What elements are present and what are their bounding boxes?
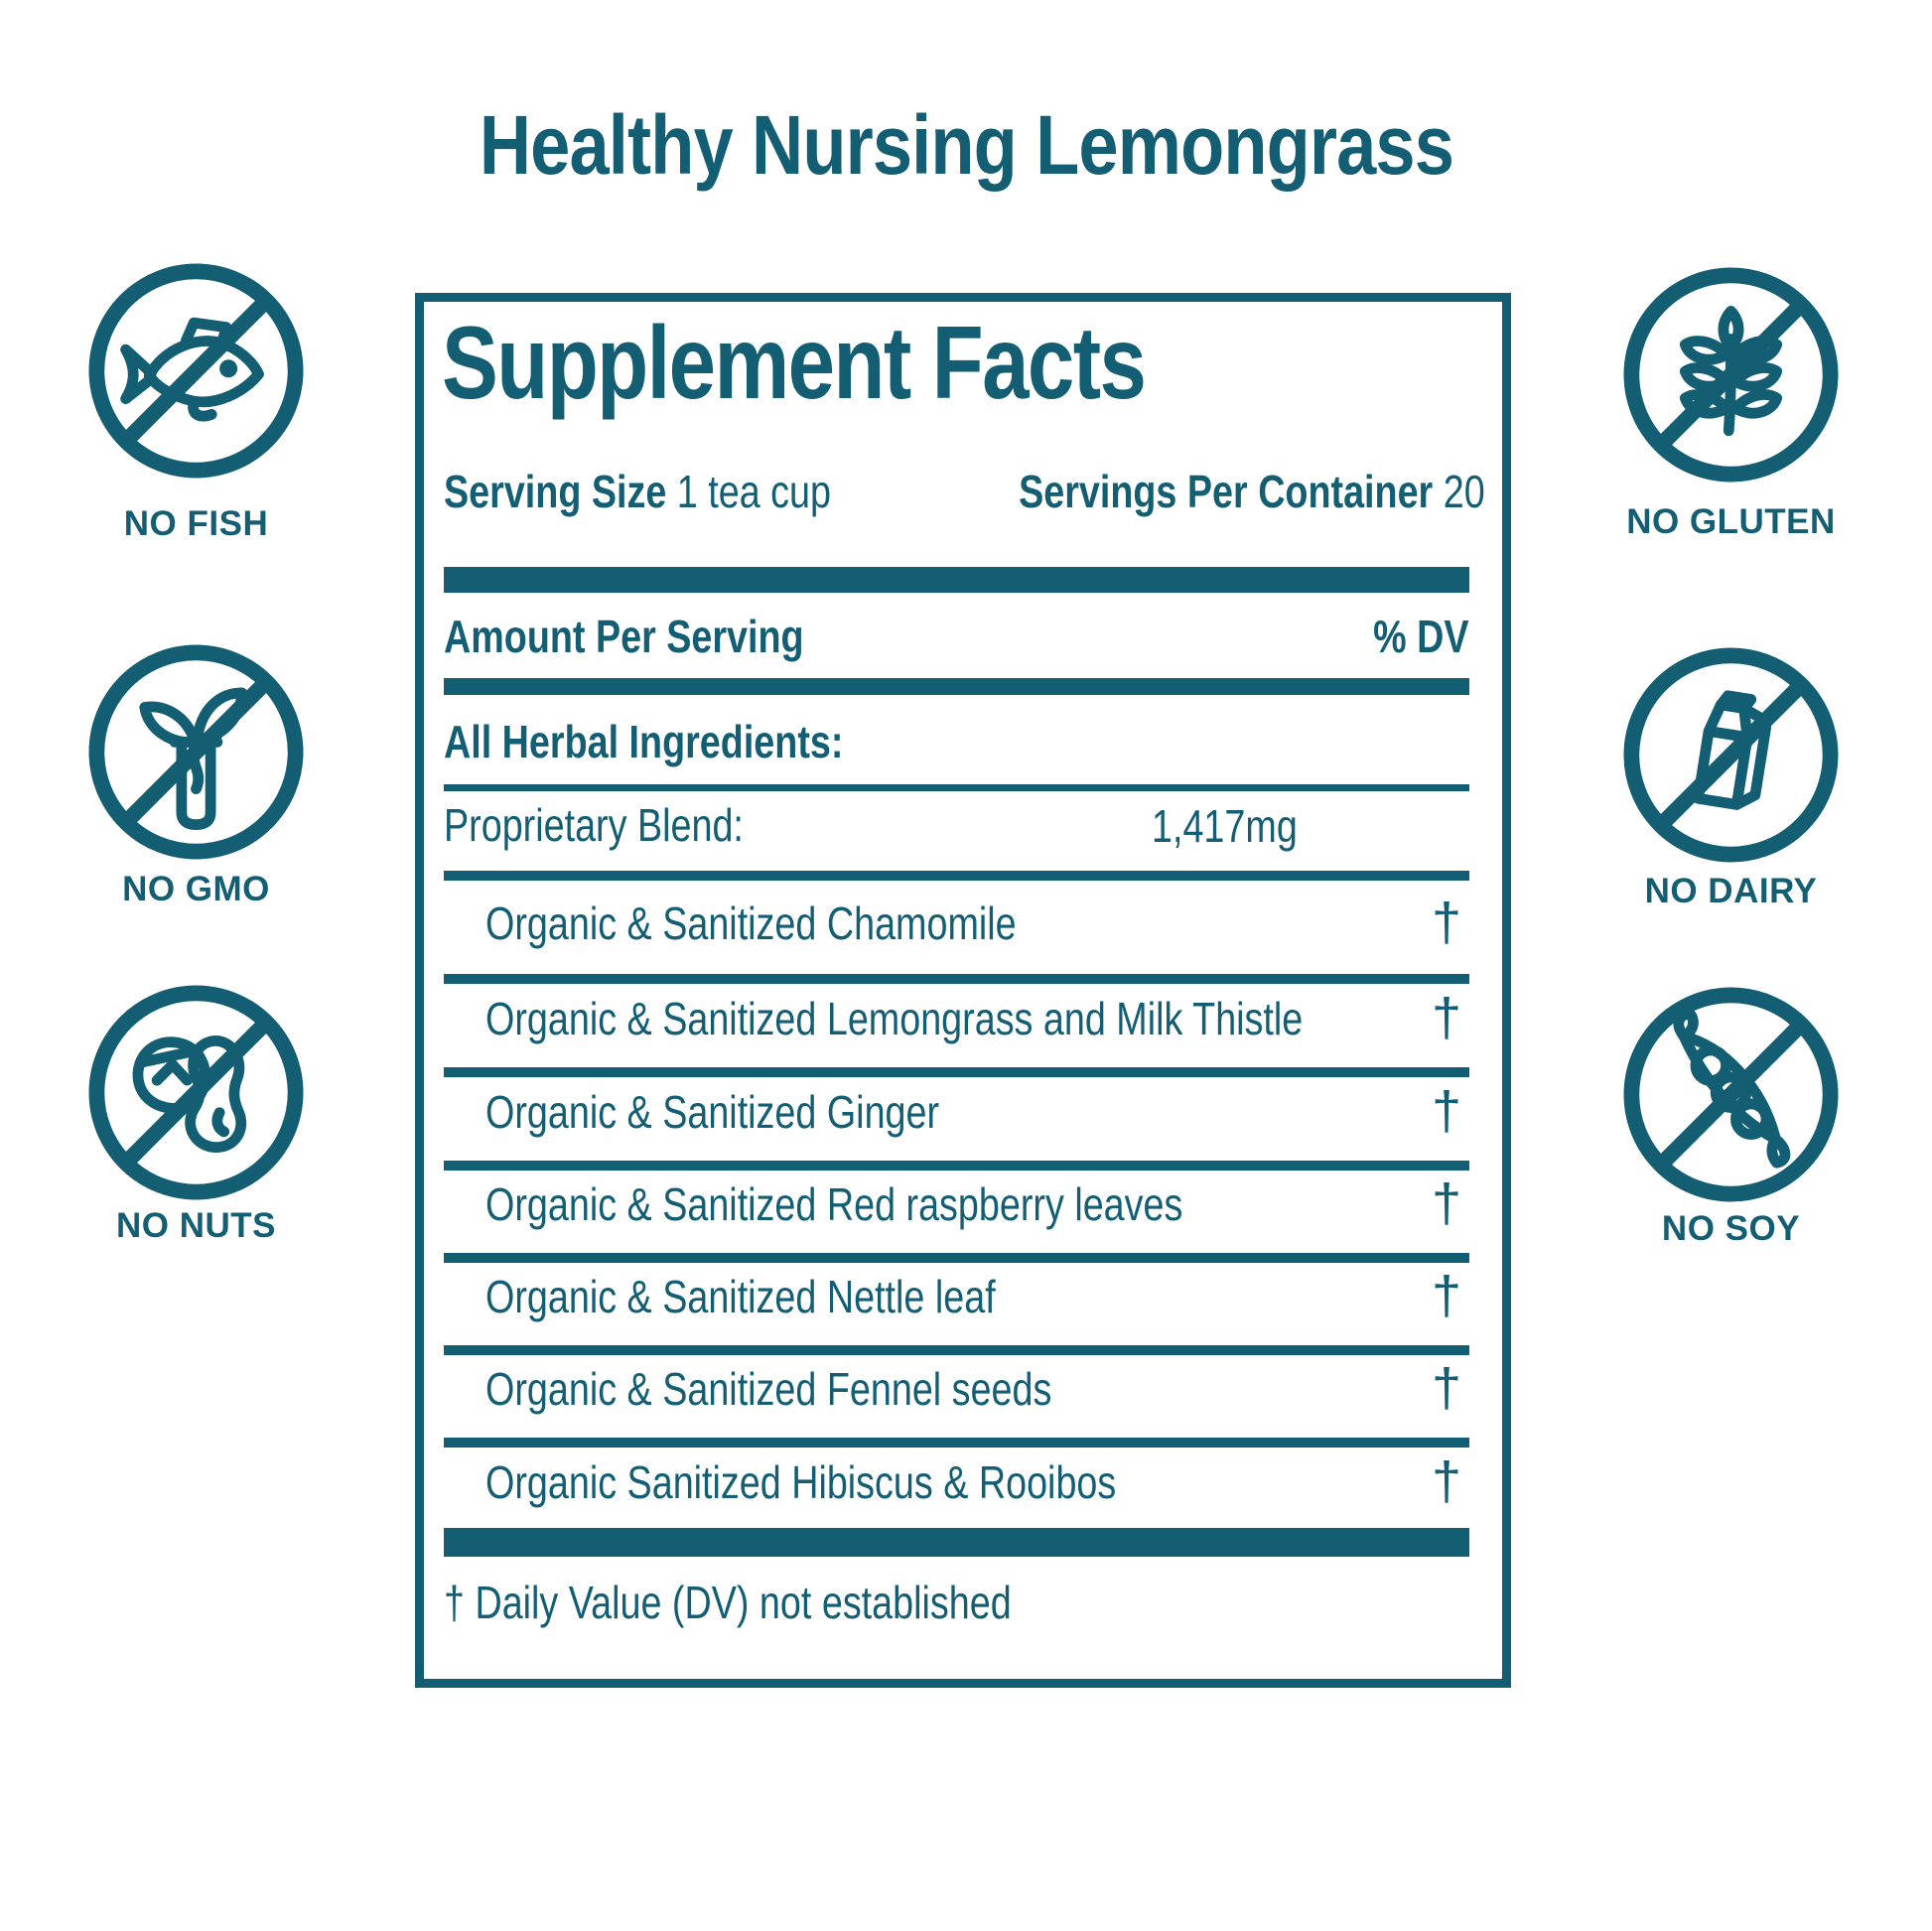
dv-dagger: † — [1431, 1173, 1461, 1233]
ingredient-name: Organic & Sanitized Nettle leaf — [485, 1271, 996, 1322]
ingredient-row — [444, 1081, 1469, 1141]
ingredient-row — [444, 1451, 1469, 1511]
dv-dagger: † — [1431, 1451, 1461, 1511]
ingredient-name: Organic & Sanitized Lemongrass and Milk Thistle — [485, 993, 1304, 1044]
no-gmo-badge — [84, 640, 308, 906]
thick-bar-bottom — [444, 1528, 1469, 1557]
ingredient-name: Organic & Sanitized Chamomile — [485, 897, 1017, 949]
section-header: All Herbal Ingredients: — [444, 716, 844, 767]
ingredient-row — [444, 988, 1469, 1047]
amount-header-row — [444, 611, 1469, 663]
page-title: Healthy Nursing Lemongrass — [479, 98, 1453, 193]
dv-dagger: † — [1431, 1081, 1461, 1141]
blend-label: Proprietary Blend: — [444, 799, 744, 851]
separator-line — [444, 974, 1469, 984]
ingredient-row — [444, 893, 1469, 952]
no-fish-badge — [84, 259, 308, 541]
ingredient-row — [444, 1173, 1469, 1233]
amount-per-serving-header: Amount Per Serving — [444, 611, 804, 662]
ingredient-name: Organic & Sanitized Ginger — [485, 1086, 940, 1138]
ingredient-name: Organic & Sanitized Red raspberry leaves — [485, 1178, 1183, 1230]
supplement-facts-panel — [415, 293, 1511, 1688]
dv-dagger: † — [1431, 1266, 1461, 1325]
footnote: † Daily Value (DV) not established — [444, 1577, 1012, 1628]
no-nuts-badge — [84, 981, 308, 1243]
no-nuts-icon — [84, 981, 308, 1204]
no-soy-label: NO SOY — [1661, 1209, 1801, 1248]
no-fish-label: NO FISH — [123, 504, 269, 543]
no-dairy-label: NO DAIRY — [1644, 872, 1818, 910]
no-dairy-badge — [1619, 643, 1843, 908]
separator-line — [444, 1253, 1469, 1263]
separator-line — [444, 1161, 1469, 1171]
medium-bar — [444, 678, 1469, 695]
serving-size: Serving Size 1 tea cup — [444, 466, 831, 517]
thin-line — [444, 784, 1469, 791]
ingredient-name: Organic & Sanitized Fennel seeds — [485, 1363, 1052, 1415]
no-fish-icon — [84, 259, 308, 483]
no-nuts-label: NO NUTS — [116, 1206, 276, 1245]
no-gmo-icon — [84, 640, 308, 864]
separator-line — [444, 1438, 1469, 1448]
separator-line — [444, 1345, 1469, 1355]
ingredient-row — [444, 1266, 1469, 1325]
blend-amount: 1,417mg — [1152, 800, 1298, 852]
dv-dagger: † — [1431, 1358, 1461, 1418]
no-gmo-label: NO GMO — [122, 870, 270, 908]
ingredient-name: Organic Sanitized Hibiscus & Rooibos — [485, 1456, 1117, 1508]
dv-dagger: † — [1431, 893, 1461, 952]
separator-line — [444, 1067, 1469, 1077]
no-dairy-icon — [1619, 643, 1843, 867]
no-soy-icon — [1619, 983, 1843, 1206]
dv-dagger: † — [1431, 988, 1461, 1047]
no-gluten-icon — [1619, 263, 1843, 486]
panel-title: Supplement Facts — [442, 306, 1146, 421]
serving-row — [444, 466, 1485, 518]
ingredient-row — [444, 1358, 1469, 1418]
no-gluten-label: NO GLUTEN — [1626, 502, 1836, 541]
dv-header: % DV — [1373, 611, 1469, 662]
no-gluten-badge — [1619, 263, 1843, 539]
thick-bar-top — [444, 567, 1469, 593]
servings-per-container: Servings Per Container 20 — [1018, 466, 1485, 517]
no-soy-badge — [1619, 983, 1843, 1246]
separator-line — [444, 871, 1469, 881]
